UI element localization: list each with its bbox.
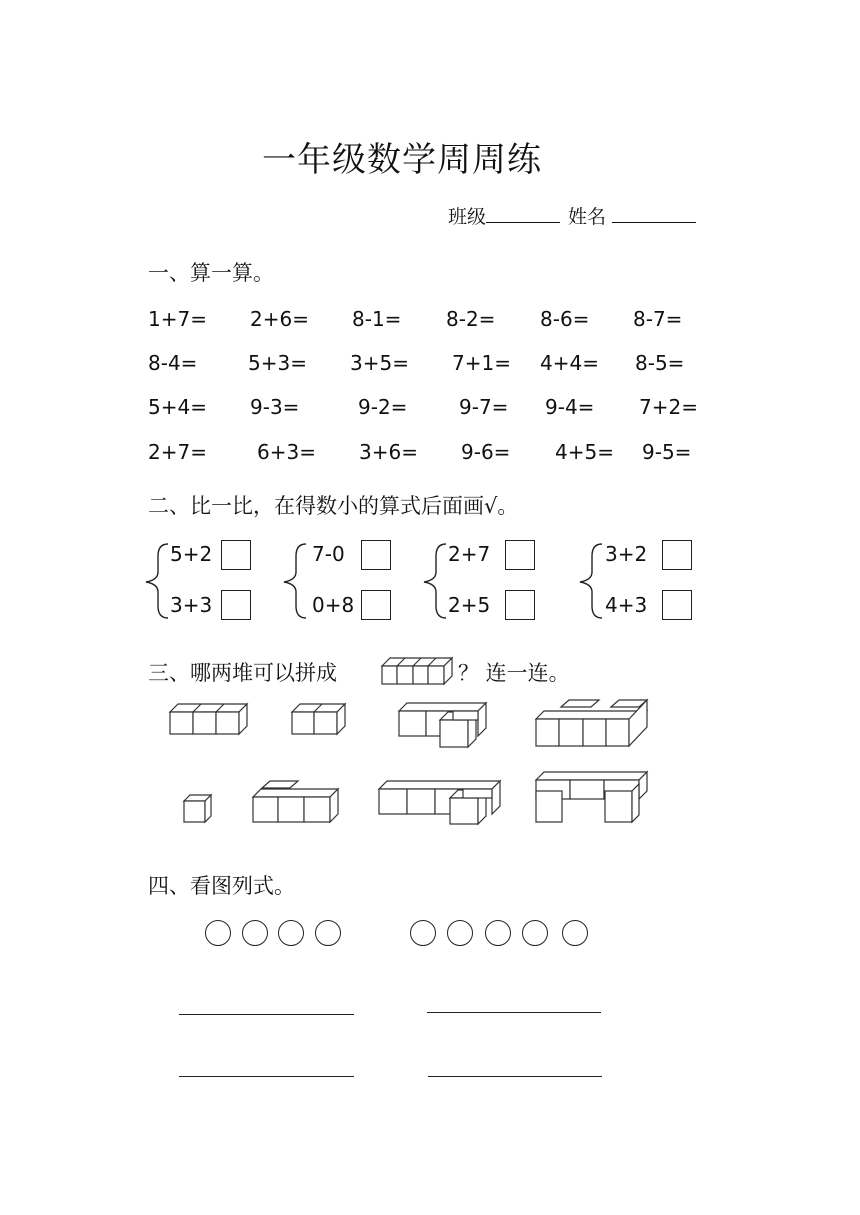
section-4-heading: 四、看图列式。 — [148, 874, 295, 898]
equation: 8-7= — [633, 307, 683, 331]
target-cube-stack-icon — [381, 656, 453, 686]
cube-pile-arch[interactable] — [535, 771, 651, 825]
equation: 3+5= — [350, 351, 409, 375]
cube-pile-step[interactable] — [252, 780, 340, 824]
equation: 6+3= — [257, 440, 316, 464]
circle-icon — [522, 920, 548, 946]
answer-box[interactable] — [505, 540, 535, 570]
equation: 8-5= — [635, 351, 685, 375]
cube-pile-3[interactable] — [169, 703, 249, 735]
section-3-heading-suffix: ？ 连一连。 — [458, 661, 570, 685]
equation: 3+6= — [359, 440, 418, 464]
cube-pile-1[interactable] — [183, 794, 213, 824]
circle-icon — [315, 920, 341, 946]
equation: 2+7= — [148, 440, 207, 464]
brace-icon — [142, 542, 172, 622]
name-blank[interactable] — [612, 204, 696, 223]
equation: 8-6= — [540, 307, 590, 331]
brace-icon — [420, 542, 450, 622]
cube-pile-l-shape[interactable] — [398, 702, 490, 750]
name-field[interactable] — [568, 202, 696, 229]
equation: 8-1= — [352, 307, 402, 331]
circle-icon — [205, 920, 231, 946]
cube-pile-2[interactable] — [291, 703, 347, 735]
answer-box[interactable] — [361, 540, 391, 570]
comparison-top: 5+2 — [170, 542, 213, 566]
comparison-top: 7-0 — [312, 542, 345, 566]
equation: 9-7= — [459, 395, 509, 419]
answer-box[interactable] — [662, 590, 692, 620]
circle-icon — [278, 920, 304, 946]
answer-box[interactable] — [221, 540, 251, 570]
cube-pile-long[interactable] — [378, 780, 502, 826]
equation: 4+5= — [555, 440, 614, 464]
answer-line[interactable] — [428, 1076, 602, 1077]
section-1-heading: 一、算一算。 — [148, 261, 274, 285]
circle-icon — [485, 920, 511, 946]
section-2-heading: 二、比一比，在得数小的算式后面画√。 — [148, 494, 519, 518]
equation: 5+4= — [148, 395, 207, 419]
equation: 1+7= — [148, 307, 207, 331]
answer-box[interactable] — [662, 540, 692, 570]
equation: 9-2= — [358, 395, 408, 419]
circle-icon — [447, 920, 473, 946]
answer-box[interactable] — [505, 590, 535, 620]
comparison-bottom: 2+5 — [448, 593, 491, 617]
brace-icon — [280, 542, 310, 622]
equation: 9-4= — [545, 395, 595, 419]
equation: 8-4= — [148, 351, 198, 375]
equation: 5+3= — [248, 351, 307, 375]
equation: 4+4= — [540, 351, 599, 375]
equation: 2+6= — [250, 307, 309, 331]
equation: 7+1= — [452, 351, 511, 375]
equation: 9-5= — [642, 440, 692, 464]
circle-icon — [410, 920, 436, 946]
circle-icon — [562, 920, 588, 946]
answer-box[interactable] — [221, 590, 251, 620]
equation: 9-3= — [250, 395, 300, 419]
cube-pile-u-shape[interactable] — [535, 699, 651, 749]
comparison-bottom: 0+8 — [312, 593, 355, 617]
name-label: 姓名 — [568, 206, 607, 228]
comparison-bottom: 3+3 — [170, 593, 213, 617]
class-label: 班级 — [448, 206, 487, 228]
page-title: 一年级数学周周练 — [262, 140, 542, 180]
answer-line[interactable] — [179, 1014, 354, 1015]
class-field[interactable] — [448, 202, 560, 229]
equation: 8-2= — [446, 307, 496, 331]
comparison-top: 3+2 — [605, 542, 648, 566]
answer-box[interactable] — [361, 590, 391, 620]
brace-icon — [576, 542, 606, 622]
answer-line[interactable] — [427, 1012, 601, 1013]
comparison-top: 2+7 — [448, 542, 491, 566]
class-blank[interactable] — [486, 204, 560, 223]
answer-line[interactable] — [179, 1076, 354, 1077]
section-3-heading: 三、哪两堆可以拼成 — [148, 661, 337, 685]
comparison-bottom: 4+3 — [605, 593, 648, 617]
equation: 7+2= — [639, 395, 698, 419]
equation: 9-6= — [461, 440, 511, 464]
circle-icon — [242, 920, 268, 946]
